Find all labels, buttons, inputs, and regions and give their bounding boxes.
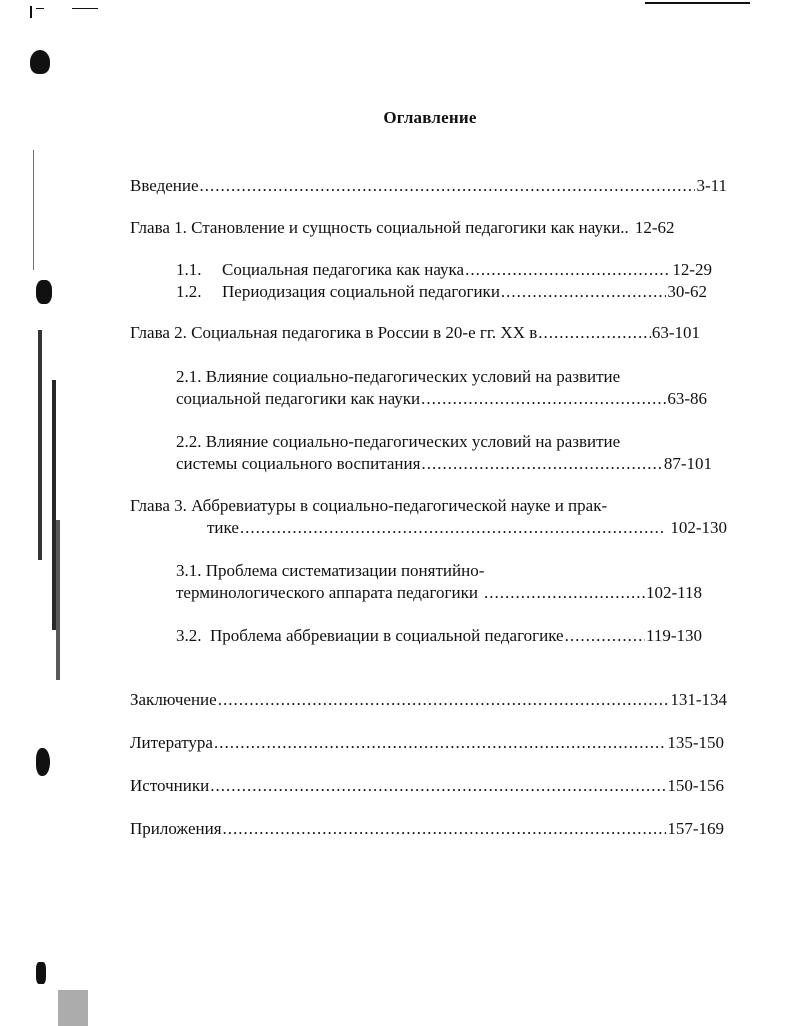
edge-shadow-1: [38, 330, 42, 560]
toc-entry-number: 1.2.: [176, 282, 202, 301]
leader-dots: [223, 818, 667, 840]
leader-dots: [214, 732, 666, 754]
toc-entry-2-2: [176, 453, 712, 475]
punch-hole-1: [30, 50, 50, 74]
toc-entry-title: 3.1. Проблема систематизации понятийно-: [176, 561, 485, 580]
scan-mark-top-dash: [36, 8, 44, 9]
punch-hole-3: [36, 748, 50, 776]
toc-entry-pages: 63-101: [651, 323, 700, 342]
toc-entry-title: Приложения: [130, 819, 222, 838]
scan-mark-top-line: [72, 8, 98, 9]
toc-entry-3-1: [176, 582, 702, 604]
leader-dots: [484, 582, 645, 604]
toc-entry-title: Литература: [130, 733, 213, 752]
toc-entry-chapter-3: [207, 517, 727, 539]
toc-entry-pages: 102-118: [645, 583, 702, 602]
scan-mark-top: [30, 6, 32, 18]
toc-entry-title: Заключение: [130, 690, 217, 709]
toc-entry-3-1-line1: [176, 560, 676, 582]
toc-entry-title: Введение: [130, 176, 199, 195]
toc-entry-title: 2.2. Влияние социально-педагогических условий на развитие: [176, 432, 621, 451]
toc-entry-title: Глава 1. Становление и сущность социальной педагогики как науки..: [130, 218, 629, 237]
toc-entry-sources: [130, 775, 724, 797]
toc-entry-appendices: [130, 818, 724, 840]
toc-entry-pages: 12-29: [672, 260, 712, 279]
toc-entry-2-2-line1: [176, 431, 696, 453]
leader-dots: [501, 281, 666, 303]
edge-noise-bottom: [58, 990, 88, 1026]
toc-entry-pages: 135-150: [667, 733, 724, 752]
leader-dots: [210, 775, 666, 797]
punch-hole-2: [36, 280, 52, 304]
punch-hole-4: [36, 962, 46, 984]
toc-entry-chapter-1: [130, 217, 700, 239]
toc-entry-title: 2.1. Влияние социально-педагогических условий на развитие: [176, 367, 621, 386]
leader-dots: [421, 388, 666, 410]
toc-entry-title: Источники: [130, 776, 210, 795]
toc-entry-pages: 157-169: [667, 819, 724, 838]
toc-entry-2-1-line1: [176, 366, 696, 388]
toc-entry-pages: 63-86: [667, 389, 707, 408]
toc-entry-conclusion: [130, 689, 727, 711]
toc-entry-title-continued: системы социального воспитания: [176, 454, 421, 473]
toc-entry-pages: 119-130: [645, 626, 702, 645]
toc-entry-pages: 30-62: [667, 282, 707, 301]
leader-dots: [565, 625, 645, 647]
toc-entry-pages: 12-62: [634, 218, 675, 237]
leader-dots: [421, 453, 662, 475]
toc-entry-number: 1.1.: [176, 260, 202, 279]
toc-entry-pages: 150-156: [667, 776, 724, 795]
page-title: Оглавление: [383, 108, 477, 127]
toc-entry-title-continued: тике: [207, 518, 239, 537]
toc-entry-1-2: [176, 281, 707, 303]
toc-entry-title: Глава 3. Аббревиатуры в социально-педагогической науке и прак-: [130, 496, 608, 515]
toc-entry-pages: 131-134: [670, 690, 727, 709]
leader-dots: [465, 259, 671, 281]
leader-dots: [240, 517, 665, 539]
edge-shadow-4: [33, 150, 34, 270]
toc-entry-2-1: [176, 388, 707, 410]
edge-shadow-3: [56, 520, 60, 680]
leader-dots: [200, 175, 696, 197]
leader-dots: [538, 322, 651, 344]
toc-entry-title: Глава 2. Социальная педагогика в России в 20-е гг. XX в: [130, 323, 538, 342]
scan-mark-top-right: [645, 2, 750, 4]
toc-entry-pages: 87-101: [663, 454, 712, 473]
toc-entry-1-1: [176, 259, 712, 281]
toc-entry-title: Периодизация социальной педагогики: [222, 282, 500, 301]
toc-entry-chapter-3-line1: [130, 495, 690, 517]
toc-entry-title-continued: социальной педагогики как науки: [176, 389, 421, 408]
toc-entry-chapter-2: [130, 322, 700, 344]
toc-entry-intro: [130, 175, 727, 197]
toc-entry-pages: 3-11: [696, 176, 727, 195]
toc-entry-literature: [130, 732, 724, 754]
toc-entry-title: 3.2. Проблема аббревиации в социальной педагогике: [176, 626, 564, 645]
toc-entry-title: Социальная педагогика как наука: [222, 260, 465, 279]
toc-entry-pages: 102-130: [670, 518, 727, 537]
toc-entry-3-2: [176, 625, 702, 647]
leader-dots: [218, 689, 670, 711]
toc-entry-title-continued: терминологического аппарата педагогики: [176, 583, 478, 602]
